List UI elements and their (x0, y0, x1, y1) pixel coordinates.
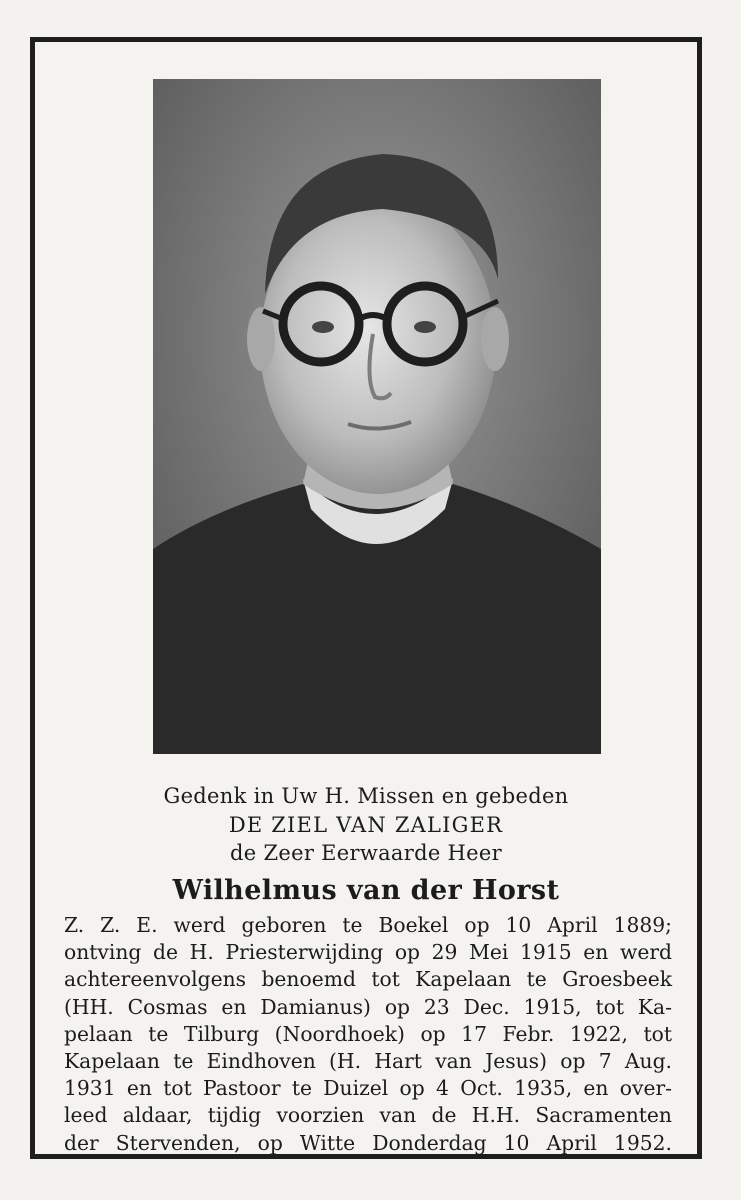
memorial-heading (35, 782, 697, 910)
bio-line: 1931 en tot Pastoor te Duizel op 4 Oct. 1935, en over- (64, 1076, 672, 1101)
memorial-card (30, 37, 702, 1159)
portrait-photo (153, 79, 601, 754)
soul-of-deceased-line: DE ZIEL VAN ZALIGER (228, 813, 504, 837)
biography (64, 912, 672, 1157)
bio-line: Z. Z. E. werd geboren te Boekel op 10 April 1889; (64, 913, 672, 937)
deceased-name: Wilhelmus van der Horst (172, 875, 560, 906)
bio-line: achtereenvolgens benoemd tot Kapelaan te Groesbeek (64, 967, 672, 992)
bio-line: ontving de H. Priesterwijding op 29 Mei 1915 en werd (64, 940, 672, 965)
bio-line: Kapelaan te Eindhoven (H. Hart van Jesus) op 7 Aug. (64, 1049, 672, 1074)
title-line: de Zeer Eerwaarde Heer (230, 841, 502, 865)
bio-line: leed aldaar, tijdig voorzien van de H.H. Sacramenten (64, 1103, 672, 1128)
bio-line: pelaan te Tilburg (Noordhoek) op 17 Febr. 1922, tot (64, 1021, 672, 1046)
bio-line: der Stervenden, op Witte Donderdag 10 April 1952. (64, 1130, 672, 1155)
bio-line: (HH. Cosmas en Damianus) op 23 Dec. 1915, tot Ka- (64, 994, 672, 1019)
portrait-illustration (153, 79, 601, 754)
prayer-request-line: Gedenk in Uw H. Missen en gebeden (163, 784, 569, 808)
